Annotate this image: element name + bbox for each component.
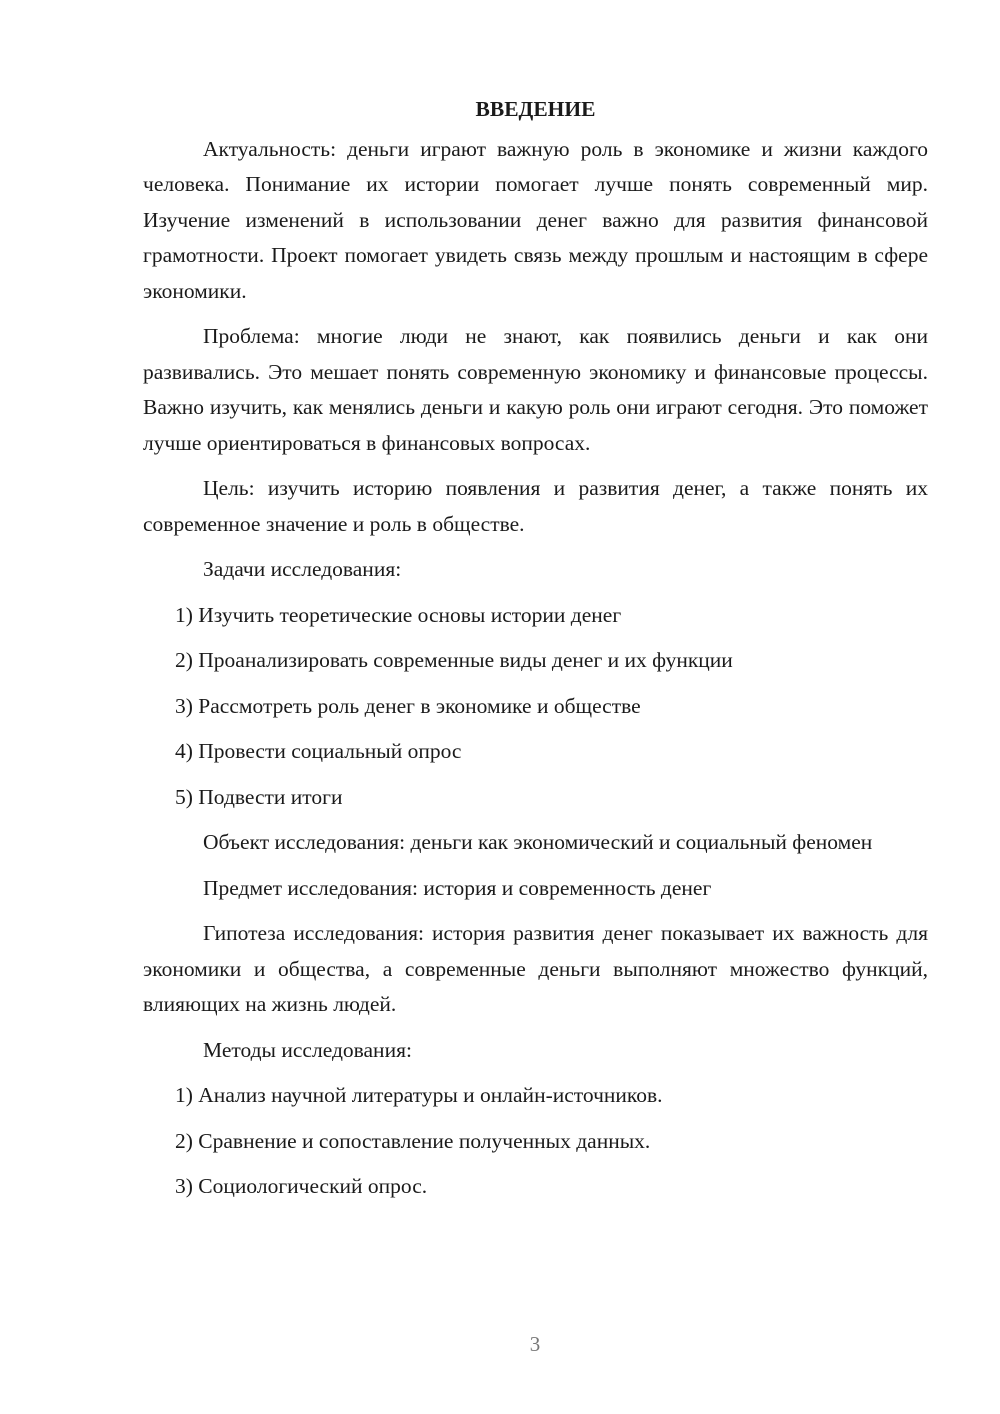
list-item: 1) Изучить теоретические основы истории денег: [175, 602, 622, 627]
list-item: 1) Анализ научной литературы и онлайн-источников.: [175, 1083, 663, 1107]
hypothesis-paragraph: Гипотеза исследования: история развития денег показывает их важность для экономики и общества, а современные деньги выполняют множество функций, влияющих на жизнь людей.: [143, 921, 928, 1016]
object-paragraph: Объект исследования: деньги как экономический и социальный феномен: [203, 830, 873, 854]
page-number: 3: [529, 1332, 541, 1356]
subject-paragraph: Предмет исследования: история и современность денег: [203, 875, 712, 900]
methods-list: [143, 1078, 928, 1205]
list-item: 4) Провести социальный опрос: [175, 739, 462, 763]
tasks-list: [143, 598, 928, 816]
tasks-heading: Задачи исследования:: [203, 557, 402, 581]
page-title: ВВЕДЕНИЕ: [475, 97, 596, 121]
list-item: 3) Социологический опрос.: [175, 1174, 428, 1198]
relevance-paragraph: Актуальность: деньги играют важную роль в экономике и жизни каждого человека. Понимание их истории помогает лучше понять современный мир. Изучение изменений в использовании денег важно для развития финансовой грамотности. Проект помогает увидеть связь между прошлым и настоящим в сфере экономики.: [143, 136, 928, 303]
list-item: 2) Проанализировать современные виды денег и их функции: [175, 648, 733, 672]
methods-heading: Методы исследования:: [203, 1037, 412, 1062]
list-item: 2) Сравнение и сопоставление полученных данных.: [175, 1128, 651, 1153]
list-item: 3) Рассмотреть роль денег в экономике и обществе: [175, 693, 641, 718]
problem-paragraph: Проблема: многие люди не знают, как появились деньги и как они развивались. Это мешает понять современную экономику и финансовые процессы. Важно изучить, как менялись деньги и какую роль они играют сегодня. Это поможет лучше ориентироваться в финансовых вопросах.: [143, 324, 928, 455]
document-page: [143, 92, 928, 1215]
list-item: 5) Подвести итоги: [175, 784, 343, 809]
goal-paragraph: Цель: изучить историю появления и развития денег, а также понять их современное значение и роль в обществе.: [143, 476, 928, 536]
